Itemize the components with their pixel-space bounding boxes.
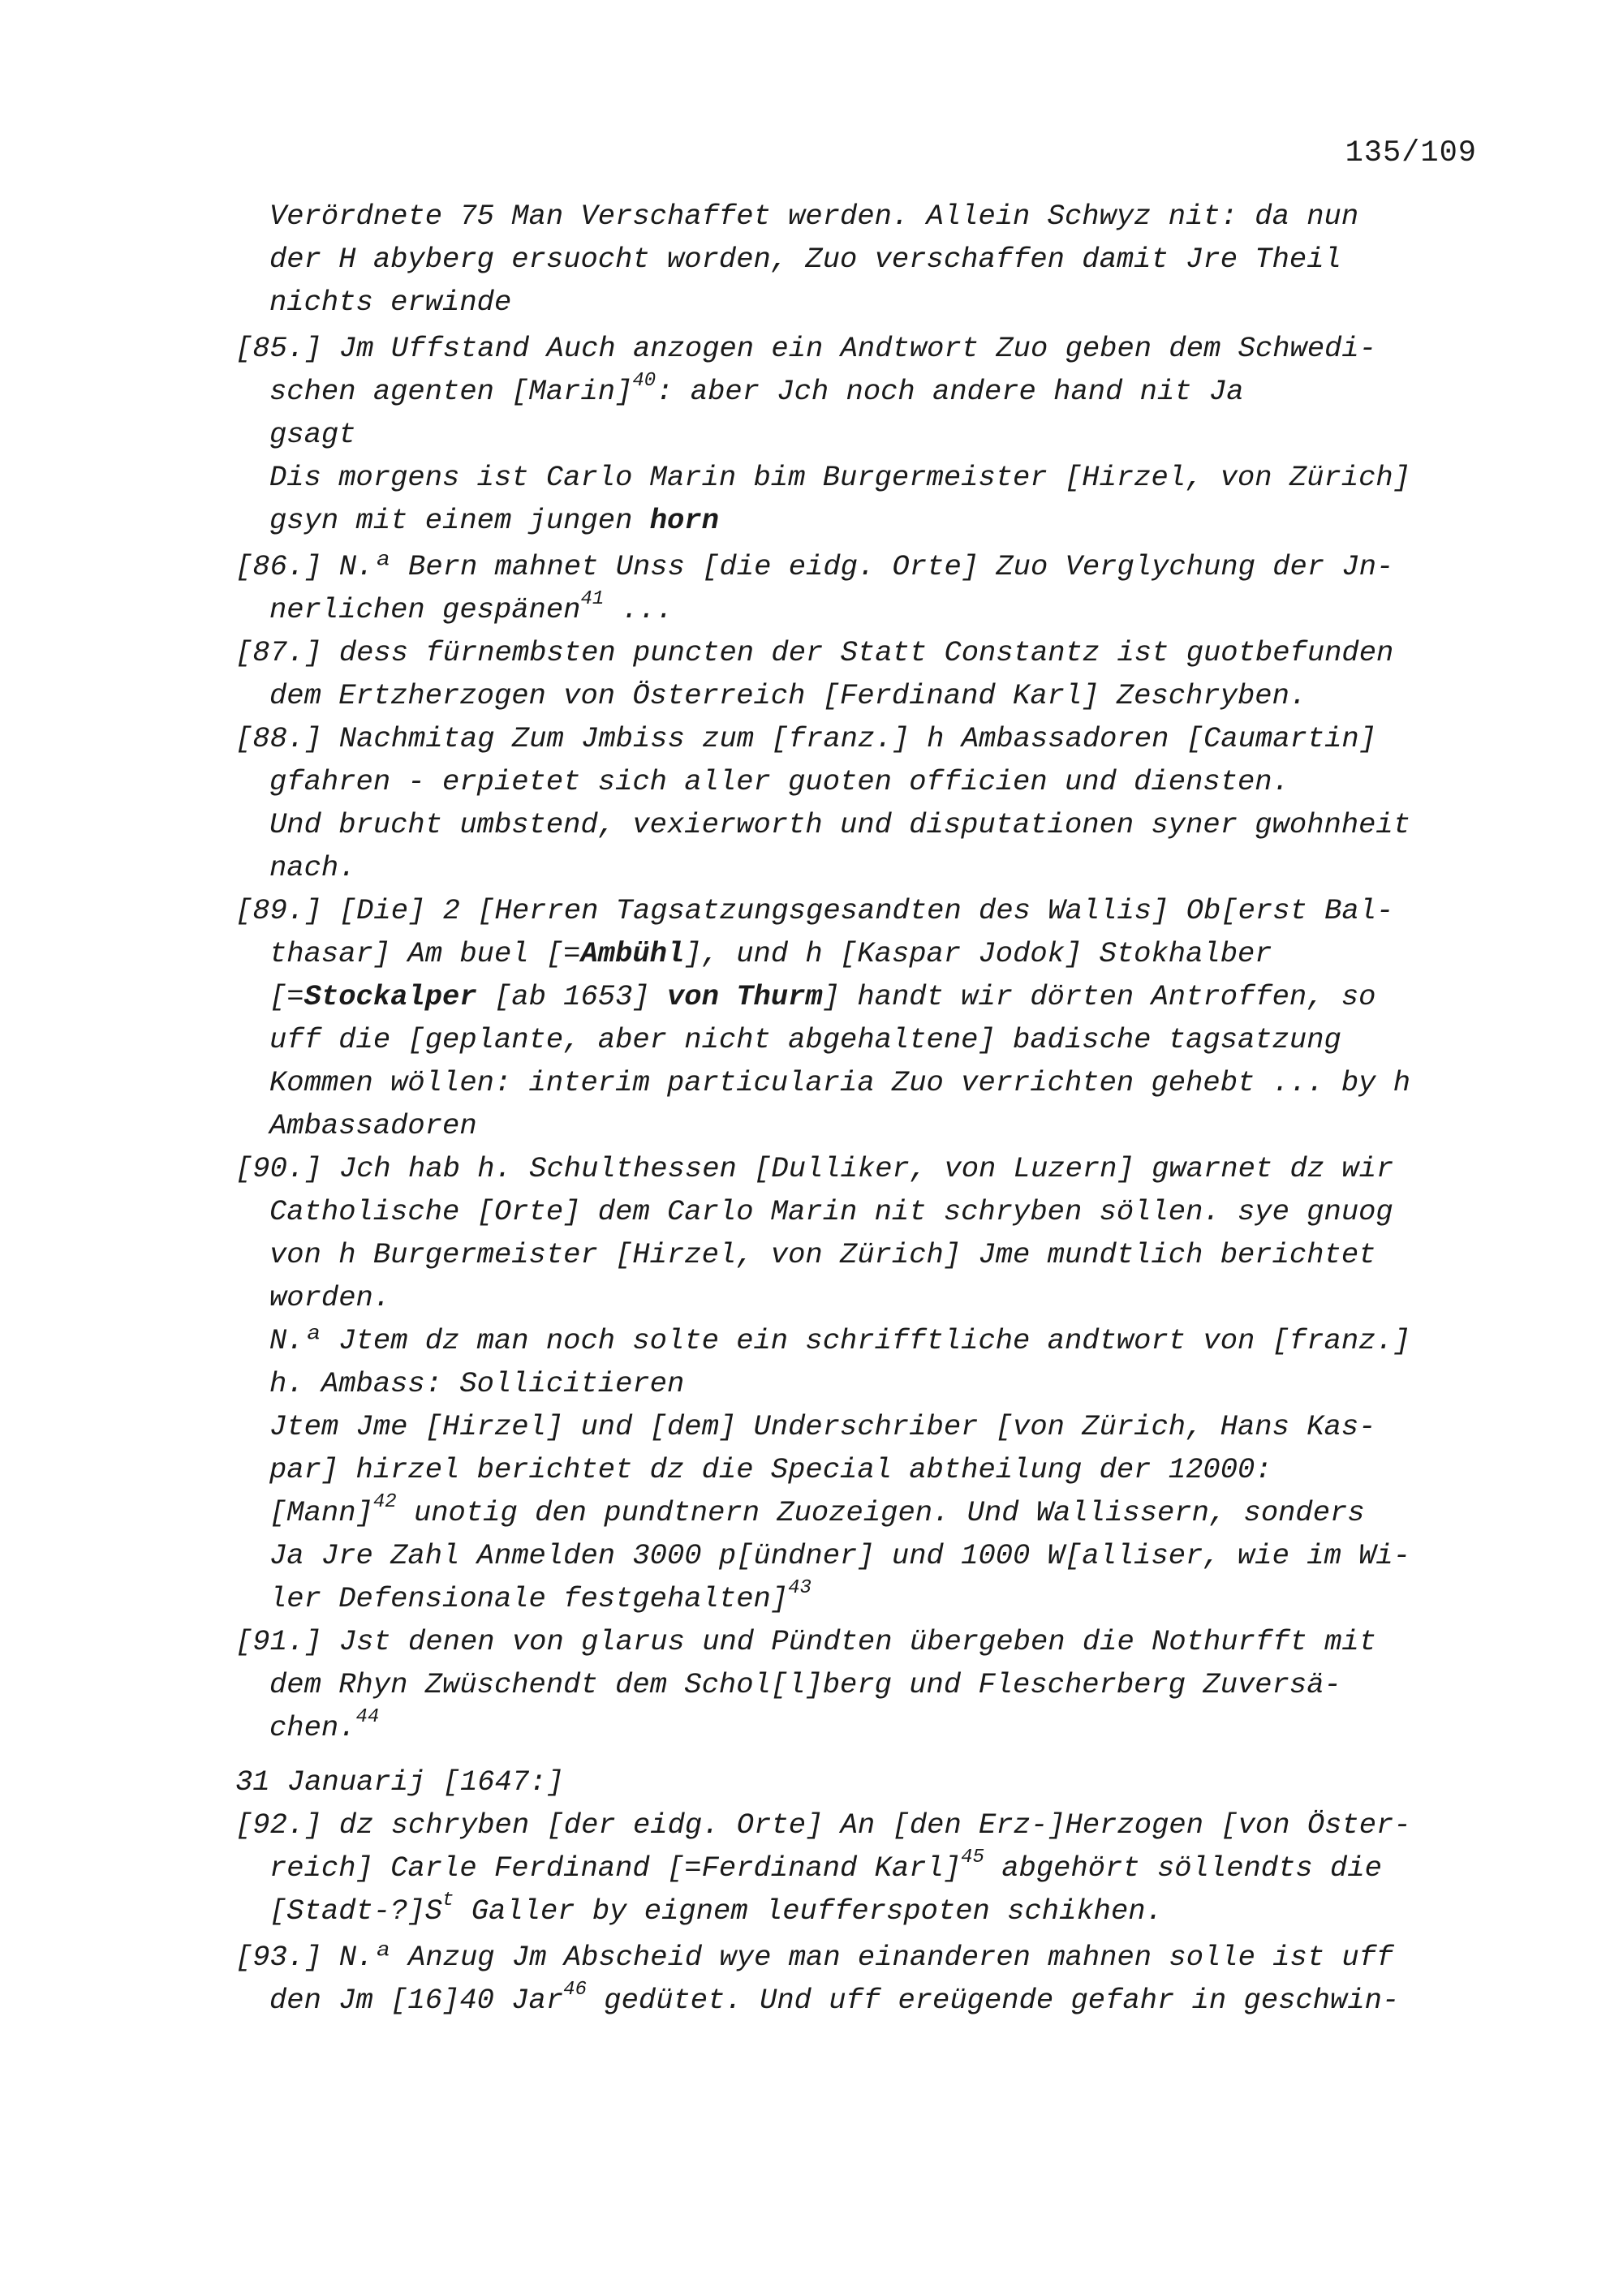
entry-90: [90.] Jch hab h. Schulthessen [Dulliker, von Luzern] gwarnet dz wir Catholische [Orte] dem Carlo Marin nit schryben söllen. sye gnuog von h Burgermeister [Hirzel, von Zürich] Jme mundtlich berichtet worden. N.ª Jtem dz man noch solte ein schrifftliche andtwort von [franz.] h. Ambass: Sollicitieren Jtem Jme [Hirzel] und [dem] Underschriber [von Zürich, Hans Kas- par] hirzel berichtet dz die Special abtheilung der 12000: [Mann]$^{42}$ unotig den pundtnern Zuozeigen. Und Wallissern, sonders Ja Jre Zahl Anmelden 3000 p[ündner] und 1000 W[alliser, wie im Wi- ler Defensionale festgehalten]$^{43}$ — [235, 1152, 1411, 1615]
page-number: 135/109 — [1345, 136, 1477, 170]
text-line: Verördnete 75 Man Verschaffet werden. Allein Schwyz nit: da nun der H abyberg ersuocht worden, Zuo verschaffen damit Jre Theil nichts erwinde — [269, 200, 1359, 319]
entry-86: [86.] N.ª Bern mahnet Unss [die eidg. Orte] Zuo Verglychung der Jn- nerlichen gespänen$^{41}$ ... — [235, 550, 1394, 626]
footnote-ref: 44 — [355, 1706, 380, 1729]
footnote-ref: 45 — [961, 1847, 984, 1869]
superscript: t — [442, 1890, 454, 1912]
date-heading: 31 Januarij [1647:] — [235, 1765, 564, 1799]
entry-85: [85.] Jm Uffstand Auch anzogen ein Andtwort Zuo geben dem Schwedi- schen agenten [Marin]$^{40}$: aber Jch noch andere hand nit Ja gsagt Dis morgens ist Carlo Marin bim Burgermeister [Hirzel, von Zürich] gsyn mit einem jungen horn — [235, 332, 1411, 537]
footnote-ref: 42 — [372, 1491, 397, 1514]
entry-87: [87.] dess fürnembsten puncten der Statt Constantz ist guotbefunden dem Ertzherzogen von Österreich [Ferdinand Karl] Zeschryben. — [235, 636, 1394, 712]
entry-93: [93.] N.ª Anzug Jm Abscheid wye man einanderen mahnen solle ist uff den Jm [16]40 Jar$^{46}$ gedütet. Und uff ereügende gefahr in geschwin- — [235, 1941, 1400, 2017]
entry-91: [91.] Jst denen von glarus und Pündten übergeben die Nothurfft mit dem Rhyn Zwüschendt dem Schol[l]berg und Flescherberg Zuversä- chen.$^{44}$ — [235, 1625, 1377, 1744]
footnote-ref: 41 — [580, 588, 605, 611]
footnote-ref: 40 — [632, 370, 657, 393]
entry-92: [92.] dz schryben [der eidg. Orte] An [den Erz-]Herzogen [von Öster- reich] Carle Ferdinand [=Ferdinand Karl]$^{45}$ abgehört söllendts die $[Stadt-?]S^t$ Galler by eignem leufferspoten schikhen. — [235, 1808, 1411, 1928]
document-body — [235, 195, 1501, 2022]
footnote-ref: 43 — [788, 1577, 812, 1600]
footnote-ref: 46 — [563, 1979, 587, 2001]
entry-89: [89.] [Die] 2 [Herren Tagsatzungsgesandten des Wallis] Ob[erst Bal- thasar] Am buel [=Ambühl], und h [Kaspar Jodok] Stokhalber [=Stockalper [ab 1653] von Thurm] handt wir dörten Antroffen, so uff die [geplante, aber nicht abgehaltene] badische tagsatzung Kommen wöllen: interim particularia Zuo verrichten gehebt ... by h Ambassadoren — [235, 894, 1411, 1142]
entry-88: [88.] Nachmitag Zum Jmbiss zum [franz.] h Ambassadoren [Caumartin] gfahren - erpietet sich aller guoten officien und diensten. Und brucht umbstend, vexierworth und disputationen syner gwohnheit nach. — [235, 722, 1411, 884]
